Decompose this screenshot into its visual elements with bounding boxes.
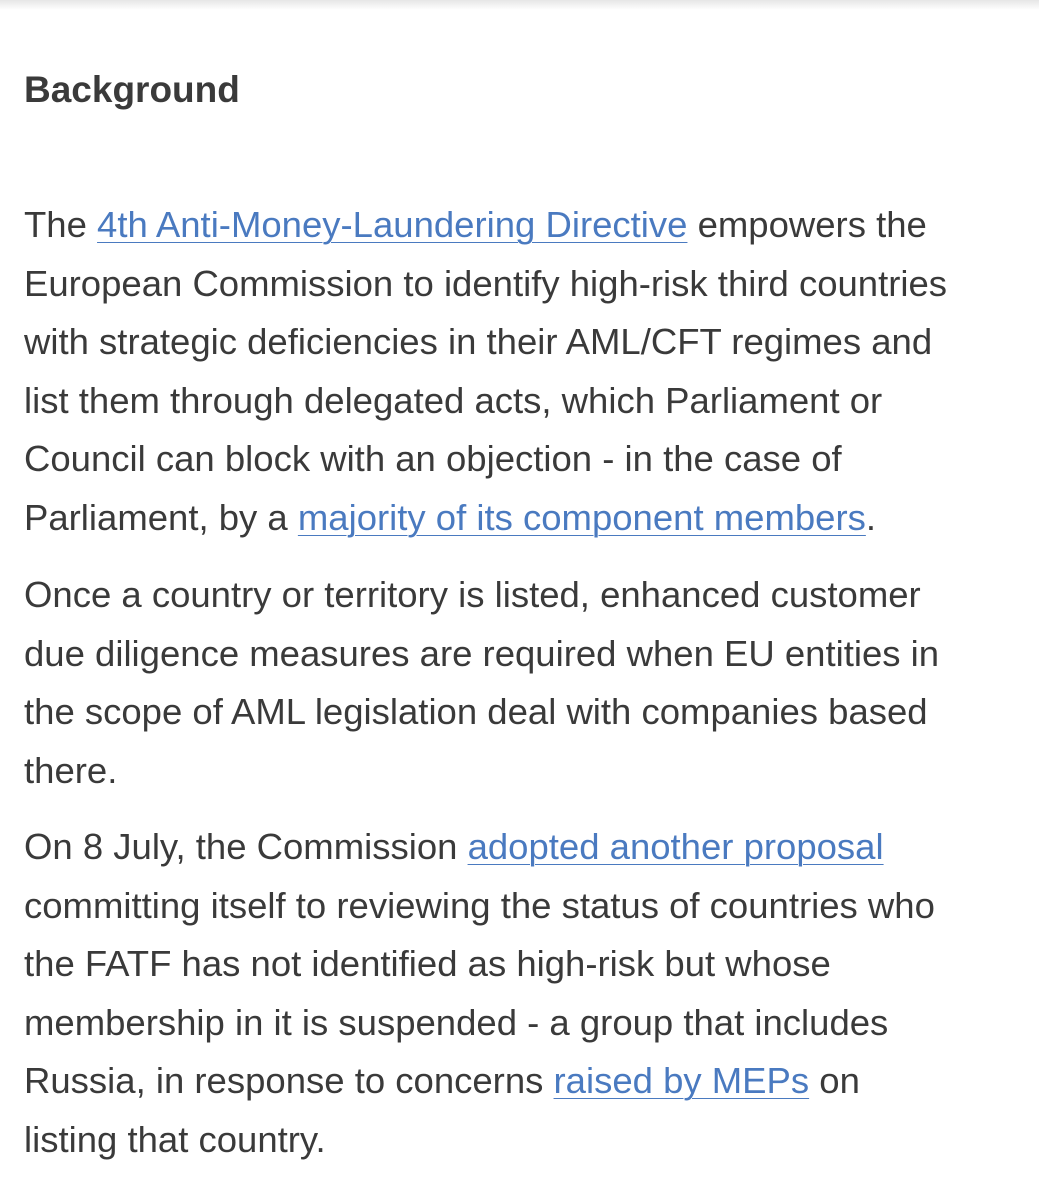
text: empowers the — [687, 204, 927, 245]
text: Russia, in response to concerns — [24, 1060, 554, 1101]
text: the FATF has not identified as high-risk but whose — [24, 943, 831, 984]
text: listing that country. — [24, 1118, 326, 1160]
paragraph-due-diligence — [24, 566, 939, 800]
section-heading: Background — [24, 69, 240, 110]
text: On 8 July, the Commission — [24, 826, 468, 867]
text: on — [809, 1060, 860, 1101]
text: European Commission to identify high-risk third countries — [24, 262, 948, 304]
text: Once a country or territory is listed, enhanced customer — [24, 574, 921, 615]
text: The — [24, 204, 98, 245]
text: with strategic deficiencies in their AML/CFT regimes and — [24, 321, 933, 362]
meps-link[interactable]: raised by MEPs — [553, 1060, 810, 1101]
paragraph-directive — [24, 196, 947, 547]
proposal-link[interactable]: adopted another proposal — [467, 826, 884, 867]
directive-link[interactable]: 4th Anti-Money-Laundering Directive — [97, 204, 688, 245]
text: committing itself to reviewing the status of countries who — [24, 884, 935, 926]
text: . — [865, 496, 877, 538]
paragraph-proposal — [24, 818, 935, 1169]
text: Council can block with an objection - in the case of — [24, 438, 842, 479]
text: the scope of AML legislation deal with companies based — [24, 691, 928, 732]
text: membership in it is suspended - a group that includes — [24, 1001, 889, 1043]
top-edge-shadow — [0, 0, 1039, 10]
text: list them through delegated acts, which Parliament or — [24, 379, 883, 421]
majority-link[interactable]: majority of its component members — [297, 496, 866, 538]
text: due diligence measures are required when EU entities in — [24, 632, 940, 674]
text: Parliament, by a — [24, 496, 298, 538]
text: there. — [24, 749, 118, 791]
